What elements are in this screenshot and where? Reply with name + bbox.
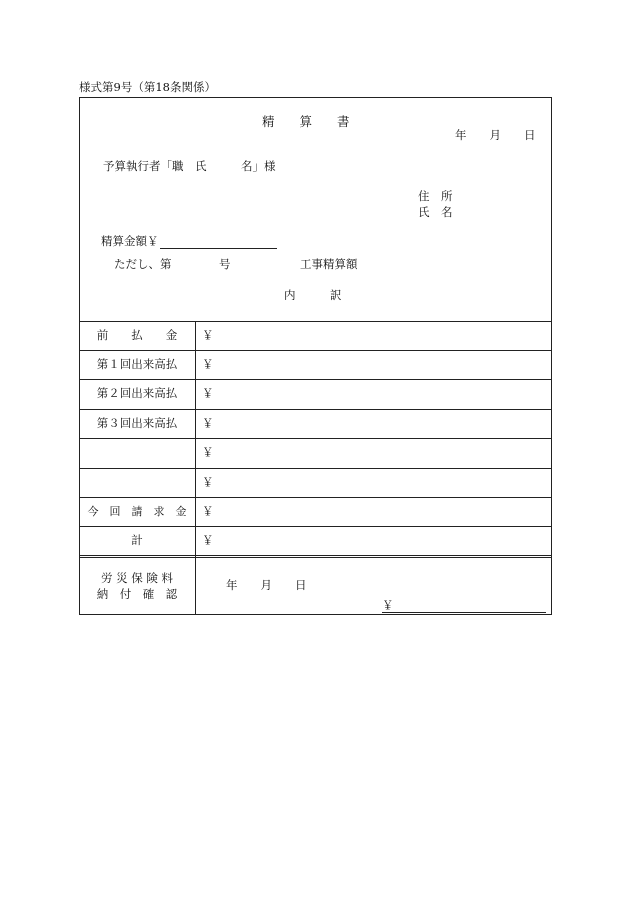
row-divider: [79, 438, 552, 439]
however-number-suffix: 号: [219, 257, 231, 271]
row-divider-double: [79, 555, 552, 556]
row-divider-double: [79, 557, 552, 558]
row-yen-progress-1: ￥: [202, 357, 214, 371]
row-yen-progress-2: ￥: [202, 386, 214, 400]
row-divider: [79, 379, 552, 380]
row-label-progress-3: 第３回出来高払: [96, 416, 178, 430]
however-prefix: ただし、第: [114, 257, 172, 271]
insurance-label-line2: 納 付 確 認: [96, 587, 178, 601]
insurance-date: 年 月 日: [226, 578, 307, 592]
however-suffix: 工事精算額: [300, 257, 358, 271]
row-yen-current-claim: ￥: [202, 504, 214, 518]
row-yen-blank-2: ￥: [202, 475, 214, 489]
row-divider: [79, 409, 552, 410]
settlement-amount-label: 精算金額￥: [101, 234, 159, 248]
column-divider: [195, 321, 196, 615]
row-label-progress-1: 第１回出来高払: [96, 357, 178, 371]
row-yen-blank-1: ￥: [202, 445, 214, 459]
row-divider: [79, 497, 552, 498]
row-label-current-claim: 今 回 請 求 金: [87, 505, 187, 518]
settlement-amount-underline: [160, 248, 277, 249]
row-yen-advance-payment: ￥: [202, 328, 214, 342]
recipient-line: 予算執行者「職 氏 名」様: [103, 159, 276, 173]
insurance-yen: ￥: [382, 598, 394, 612]
row-yen-progress-3: ￥: [202, 416, 214, 430]
table-top-border: [79, 321, 552, 322]
row-divider: [79, 350, 552, 351]
insurance-label-line1: 労 災 保 険 料: [100, 571, 174, 585]
name-label: 氏 名: [418, 205, 453, 219]
row-yen-total: ￥: [202, 533, 214, 547]
date-line: 年 月 日: [455, 128, 536, 142]
row-divider: [79, 468, 552, 469]
row-divider: [79, 526, 552, 527]
row-label-total: 計: [131, 533, 143, 547]
address-label: 住 所: [418, 189, 453, 203]
form-number-label: 様式第9号（第18条関係）: [79, 80, 216, 94]
breakdown-heading: 内 訳: [284, 288, 342, 302]
row-label-advance-payment: 前 払 金: [96, 328, 178, 342]
insurance-amount-underline: [382, 612, 546, 613]
row-label-progress-2: 第２回出来高払: [96, 386, 178, 400]
form-title: 精 算 書: [262, 114, 350, 129]
